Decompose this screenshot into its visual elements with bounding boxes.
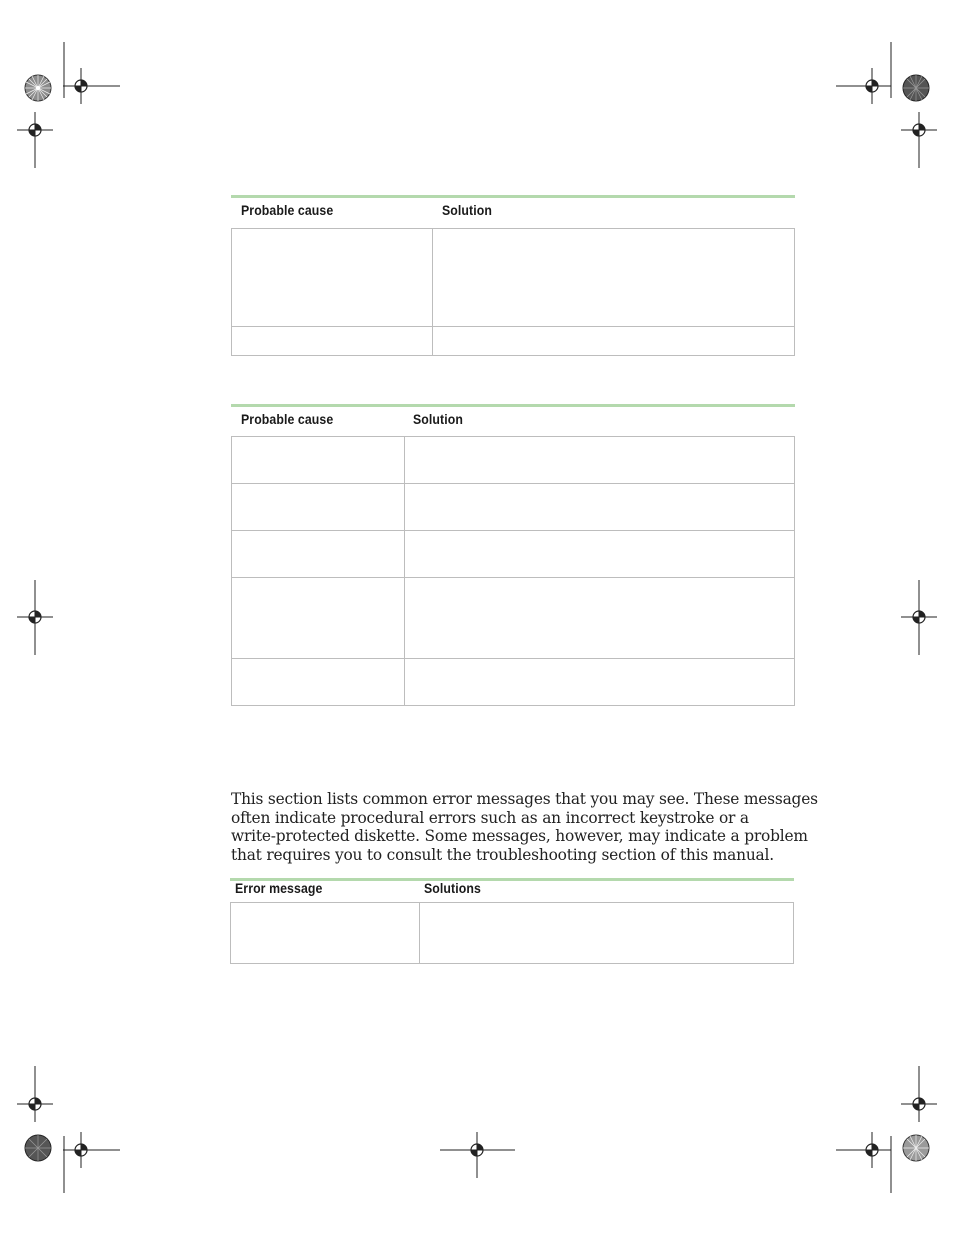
crosshair-icon: [901, 580, 937, 655]
table-row: [232, 530, 794, 577]
crop-marks-top-left: [0, 0, 130, 175]
column-divider: [404, 437, 405, 705]
table-row: [232, 437, 794, 483]
table-row: [231, 903, 793, 963]
table-row: [232, 658, 794, 705]
error-message-table: [230, 878, 794, 964]
crosshair-icon: [63, 68, 99, 104]
column-header-probable-cause: Probable cause: [241, 411, 334, 427]
crosshair-icon: [901, 1066, 937, 1122]
column-header-solution: Solution: [442, 202, 492, 218]
starburst-icon: [903, 1135, 929, 1161]
crosshair-icon: [17, 1066, 53, 1122]
table-header-rule: [231, 195, 795, 198]
table-row: [232, 326, 794, 356]
crosshair-icon: [17, 112, 53, 168]
table-row: [232, 483, 794, 530]
crosshair-icon: [63, 1132, 99, 1168]
crosshair-icon: [901, 112, 937, 168]
column-header-probable-cause: Probable cause: [241, 202, 334, 218]
section-intro-paragraph: [231, 790, 818, 865]
paragraph-line: write-protected diskette. Some messages, however, may indicate a problem: [231, 827, 808, 846]
troubleshooting-table-1: [231, 195, 795, 356]
paragraph-line: This section lists common error messages that you may see. These messages: [231, 790, 818, 808]
table-row: [232, 229, 794, 326]
table-header-rule: [231, 404, 795, 407]
table-body: [231, 228, 795, 356]
crop-marks-middle-left: [0, 575, 60, 660]
column-header-error-message: Error message: [235, 880, 323, 896]
paragraph-line: that requires you to consult the troubleshooting section of this manual.: [231, 846, 774, 865]
starburst-icon: [25, 75, 51, 101]
crosshair-icon: [17, 580, 53, 655]
column-header-solutions: Solutions: [424, 880, 481, 896]
crosshair-icon: [854, 68, 890, 104]
column-header-solution: Solution: [413, 411, 463, 427]
column-divider: [419, 903, 420, 963]
crop-marks-bottom-left: [0, 1060, 130, 1235]
table-body: [231, 436, 795, 706]
crop-marks-bottom-center: [437, 1130, 517, 1195]
crosshair-icon: [854, 1132, 890, 1168]
table-row: [232, 577, 794, 658]
crop-marks-top-right: [824, 0, 954, 175]
crop-marks-middle-right: [894, 575, 954, 660]
starburst-icon: [903, 75, 929, 101]
registration-mark-top-right: [824, 0, 954, 175]
table-body: [230, 902, 794, 964]
starburst-icon: [25, 1135, 51, 1161]
troubleshooting-table-2: [231, 404, 795, 706]
column-divider: [432, 229, 433, 355]
registration-mark-top-left: [0, 0, 130, 175]
crosshair-icon: [440, 1132, 515, 1178]
paragraph-line: often indicate procedural errors such as an incorrect keystroke or a: [231, 808, 749, 827]
crop-marks-bottom-right: [824, 1060, 954, 1235]
